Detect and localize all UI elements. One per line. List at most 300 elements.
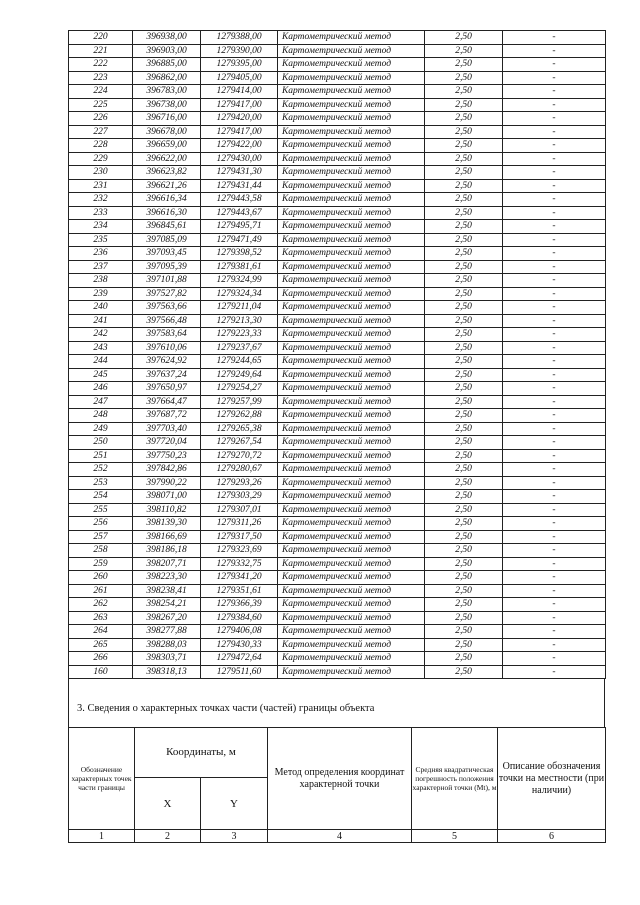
accuracy-cell: 2,50 — [425, 409, 503, 423]
point-number-cell: 238 — [69, 274, 133, 288]
point-number-cell: 243 — [69, 341, 133, 355]
coord-x-cell: 396845,61 — [133, 220, 201, 234]
point-number-cell: 230 — [69, 166, 133, 180]
coord-x-cell: 397101,88 — [133, 274, 201, 288]
description-cell: - — [503, 544, 606, 558]
method-cell: Картометрический метод — [278, 341, 425, 355]
description-cell: - — [503, 193, 606, 207]
description-cell: - — [503, 665, 606, 679]
description-cell: - — [503, 598, 606, 612]
method-cell: Картометрический метод — [278, 544, 425, 558]
table-row — [69, 125, 606, 139]
accuracy-cell: 2,50 — [425, 382, 503, 396]
table-row — [69, 274, 606, 288]
point-number-cell: 223 — [69, 71, 133, 85]
table-row — [69, 625, 606, 639]
method-cell: Картометрический метод — [278, 44, 425, 58]
column-header-x: X — [135, 778, 201, 830]
method-cell: Картометрический метод — [278, 665, 425, 679]
coord-y-cell: 1279384,60 — [201, 611, 278, 625]
description-cell: - — [503, 409, 606, 423]
point-number-cell: 257 — [69, 530, 133, 544]
coord-y-cell: 1279270,72 — [201, 449, 278, 463]
table-row — [69, 179, 606, 193]
table-row — [69, 206, 606, 220]
coord-x-cell: 397664,47 — [133, 395, 201, 409]
description-cell: - — [503, 584, 606, 598]
table-row — [69, 247, 606, 261]
point-number-cell: 251 — [69, 449, 133, 463]
description-cell: - — [503, 260, 606, 274]
accuracy-cell: 2,50 — [425, 355, 503, 369]
description-cell: - — [503, 625, 606, 639]
table-row — [69, 557, 606, 571]
description-cell: - — [503, 503, 606, 517]
table-row — [69, 638, 606, 652]
coord-x-cell: 398254,21 — [133, 598, 201, 612]
coord-x-cell: 398166,69 — [133, 530, 201, 544]
description-cell: - — [503, 382, 606, 396]
coord-y-cell: 1279430,00 — [201, 152, 278, 166]
coord-y-cell: 1279311,26 — [201, 517, 278, 531]
table-row — [69, 58, 606, 72]
description-cell: - — [503, 139, 606, 153]
coord-y-cell: 1279332,75 — [201, 557, 278, 571]
method-cell: Картометрический метод — [278, 422, 425, 436]
point-number-cell: 221 — [69, 44, 133, 58]
method-cell: Картометрический метод — [278, 530, 425, 544]
coord-y-cell: 1279417,00 — [201, 98, 278, 112]
coord-x-cell: 396885,00 — [133, 58, 201, 72]
table-row — [69, 220, 606, 234]
accuracy-cell: 2,50 — [425, 517, 503, 531]
coord-x-cell: 396783,00 — [133, 85, 201, 99]
coord-x-cell: 398303,71 — [133, 652, 201, 666]
table-row — [69, 395, 606, 409]
method-cell: Картометрический метод — [278, 301, 425, 315]
table-row — [69, 382, 606, 396]
coord-y-cell: 1279211,04 — [201, 301, 278, 315]
accuracy-cell: 2,50 — [425, 395, 503, 409]
table-row — [69, 490, 606, 504]
point-number-cell: 224 — [69, 85, 133, 99]
accuracy-cell: 2,50 — [425, 530, 503, 544]
point-number-cell: 252 — [69, 463, 133, 477]
coord-x-cell: 398110,82 — [133, 503, 201, 517]
point-number-cell: 265 — [69, 638, 133, 652]
coord-x-cell: 397624,92 — [133, 355, 201, 369]
coord-y-cell: 1279443,58 — [201, 193, 278, 207]
description-cell: - — [503, 98, 606, 112]
method-cell: Картометрический метод — [278, 557, 425, 571]
coord-y-cell: 1279366,39 — [201, 598, 278, 612]
coord-y-cell: 1279495,71 — [201, 220, 278, 234]
method-cell: Картометрический метод — [278, 85, 425, 99]
description-cell: - — [503, 449, 606, 463]
point-number-cell: 228 — [69, 139, 133, 153]
column-header-accuracy: Средняя квадратическая погрешность положения характерной точки (Mt), м — [412, 728, 498, 830]
point-number-cell: 246 — [69, 382, 133, 396]
table-row — [69, 260, 606, 274]
point-number-cell: 259 — [69, 557, 133, 571]
description-cell: - — [503, 287, 606, 301]
method-cell: Картометрический метод — [278, 571, 425, 585]
coord-y-cell: 1279237,67 — [201, 341, 278, 355]
method-cell: Картометрический метод — [278, 395, 425, 409]
point-number-cell: 266 — [69, 652, 133, 666]
description-cell: - — [503, 463, 606, 477]
coord-x-cell: 397085,09 — [133, 233, 201, 247]
description-cell: - — [503, 71, 606, 85]
accuracy-cell: 2,50 — [425, 247, 503, 261]
method-cell: Картометрический метод — [278, 193, 425, 207]
accuracy-cell: 2,50 — [425, 422, 503, 436]
coord-y-cell: 1279303,29 — [201, 490, 278, 504]
table-row — [69, 598, 606, 612]
method-cell: Картометрический метод — [278, 584, 425, 598]
coord-x-cell: 397095,39 — [133, 260, 201, 274]
coord-x-cell: 397720,04 — [133, 436, 201, 450]
point-number-cell: 225 — [69, 98, 133, 112]
accuracy-cell: 2,50 — [425, 557, 503, 571]
coord-y-cell: 1279398,52 — [201, 247, 278, 261]
column-header-description: Описание обозначения точки на местности (при наличии) — [498, 728, 606, 830]
table-row — [69, 652, 606, 666]
accuracy-cell: 2,50 — [425, 85, 503, 99]
method-cell: Картометрический метод — [278, 58, 425, 72]
coord-x-cell: 396678,00 — [133, 125, 201, 139]
coord-x-cell: 397687,72 — [133, 409, 201, 423]
table-row — [69, 517, 606, 531]
method-cell: Картометрический метод — [278, 638, 425, 652]
coord-y-cell: 1279405,00 — [201, 71, 278, 85]
coord-y-cell: 1279511,60 — [201, 665, 278, 679]
point-number-cell: 233 — [69, 206, 133, 220]
section-3-header — [68, 679, 605, 727]
accuracy-cell: 2,50 — [425, 98, 503, 112]
table-row — [69, 152, 606, 166]
table-row — [69, 436, 606, 450]
description-cell: - — [503, 58, 606, 72]
coord-x-cell: 398318,13 — [133, 665, 201, 679]
table-row — [69, 503, 606, 517]
coord-x-cell: 397750,23 — [133, 449, 201, 463]
column-index-1: 1 — [69, 830, 135, 843]
accuracy-cell: 2,50 — [425, 314, 503, 328]
description-cell: - — [503, 31, 606, 45]
coord-x-cell: 397093,45 — [133, 247, 201, 261]
coord-x-cell: 397842,86 — [133, 463, 201, 477]
point-number-cell: 262 — [69, 598, 133, 612]
coord-y-cell: 1279267,54 — [201, 436, 278, 450]
accuracy-cell: 2,50 — [425, 220, 503, 234]
point-number-cell: 258 — [69, 544, 133, 558]
coord-y-cell: 1279280,67 — [201, 463, 278, 477]
column-header-y: Y — [201, 778, 268, 830]
coord-y-cell: 1279341,20 — [201, 571, 278, 585]
coord-y-cell: 1279262,88 — [201, 409, 278, 423]
table-row — [69, 571, 606, 585]
table-row — [69, 476, 606, 490]
method-cell: Картометрический метод — [278, 611, 425, 625]
coord-y-cell: 1279317,50 — [201, 530, 278, 544]
table-row — [69, 85, 606, 99]
accuracy-cell: 2,50 — [425, 139, 503, 153]
coord-x-cell: 397610,06 — [133, 341, 201, 355]
description-cell: - — [503, 179, 606, 193]
table-row — [69, 328, 606, 342]
table-row — [69, 287, 606, 301]
coord-y-cell: 1279406,08 — [201, 625, 278, 639]
accuracy-cell: 2,50 — [425, 544, 503, 558]
accuracy-cell: 2,50 — [425, 625, 503, 639]
coord-x-cell: 396862,00 — [133, 71, 201, 85]
column-header-method: Метод определения координат характерной точки — [268, 728, 412, 830]
coord-x-cell: 396716,00 — [133, 112, 201, 126]
accuracy-cell: 2,50 — [425, 490, 503, 504]
coord-x-cell: 396938,00 — [133, 31, 201, 45]
table-row — [69, 341, 606, 355]
point-number-cell: 264 — [69, 625, 133, 639]
coord-y-cell: 1279324,34 — [201, 287, 278, 301]
coord-x-cell: 397650,97 — [133, 382, 201, 396]
coord-x-cell: 396616,30 — [133, 206, 201, 220]
description-cell: - — [503, 233, 606, 247]
description-cell: - — [503, 571, 606, 585]
point-number-cell: 245 — [69, 368, 133, 382]
coord-y-cell: 1279395,00 — [201, 58, 278, 72]
accuracy-cell: 2,50 — [425, 611, 503, 625]
accuracy-cell: 2,50 — [425, 179, 503, 193]
accuracy-cell: 2,50 — [425, 652, 503, 666]
table-row — [69, 233, 606, 247]
method-cell: Картометрический метод — [278, 409, 425, 423]
description-cell: - — [503, 112, 606, 126]
table-row — [69, 611, 606, 625]
point-number-cell: 263 — [69, 611, 133, 625]
accuracy-cell: 2,50 — [425, 449, 503, 463]
accuracy-cell: 2,50 — [425, 301, 503, 315]
accuracy-cell: 2,50 — [425, 341, 503, 355]
accuracy-cell: 2,50 — [425, 71, 503, 85]
description-cell: - — [503, 517, 606, 531]
point-number-cell: 229 — [69, 152, 133, 166]
coord-y-cell: 1279213,30 — [201, 314, 278, 328]
method-cell: Картометрический метод — [278, 139, 425, 153]
accuracy-cell: 2,50 — [425, 638, 503, 652]
column-index-6: 6 — [498, 830, 606, 843]
description-cell: - — [503, 301, 606, 315]
accuracy-cell: 2,50 — [425, 112, 503, 126]
point-number-cell: 222 — [69, 58, 133, 72]
coord-y-cell: 1279257,99 — [201, 395, 278, 409]
column-header-designation: Обозначение характерных точек части границы — [69, 728, 135, 830]
coord-x-cell: 398139,30 — [133, 517, 201, 531]
point-number-cell: 220 — [69, 31, 133, 45]
coord-x-cell: 398071,00 — [133, 490, 201, 504]
point-number-cell: 227 — [69, 125, 133, 139]
table-row — [69, 584, 606, 598]
coord-y-cell: 1279323,69 — [201, 544, 278, 558]
column-header-coordinates: Координаты, м — [135, 728, 268, 778]
coord-x-cell: 396738,00 — [133, 98, 201, 112]
method-cell: Картометрический метод — [278, 598, 425, 612]
coordinates-table-body — [69, 31, 606, 679]
point-number-cell: 236 — [69, 247, 133, 261]
description-cell: - — [503, 220, 606, 234]
accuracy-cell: 2,50 — [425, 463, 503, 477]
coord-x-cell: 398288,03 — [133, 638, 201, 652]
coord-x-cell: 397583,64 — [133, 328, 201, 342]
coord-y-cell: 1279472,64 — [201, 652, 278, 666]
accuracy-cell: 2,50 — [425, 206, 503, 220]
coord-x-cell: 397563,66 — [133, 301, 201, 315]
description-cell: - — [503, 368, 606, 382]
coord-y-cell: 1279249,64 — [201, 368, 278, 382]
description-cell: - — [503, 355, 606, 369]
description-cell: - — [503, 166, 606, 180]
method-cell: Картометрический метод — [278, 31, 425, 45]
method-cell: Картометрический метод — [278, 314, 425, 328]
table-row — [69, 98, 606, 112]
method-cell: Картометрический метод — [278, 287, 425, 301]
description-cell: - — [503, 422, 606, 436]
accuracy-cell: 2,50 — [425, 287, 503, 301]
column-index-5: 5 — [412, 830, 498, 843]
table-row — [69, 463, 606, 477]
accuracy-cell: 2,50 — [425, 368, 503, 382]
method-cell: Картометрический метод — [278, 152, 425, 166]
coord-y-cell: 1279351,61 — [201, 584, 278, 598]
coord-x-cell: 398238,41 — [133, 584, 201, 598]
description-cell: - — [503, 436, 606, 450]
point-number-cell: 160 — [69, 665, 133, 679]
point-number-cell: 260 — [69, 571, 133, 585]
point-number-cell: 261 — [69, 584, 133, 598]
description-cell: - — [503, 557, 606, 571]
coord-y-cell: 1279324,99 — [201, 274, 278, 288]
method-cell: Картометрический метод — [278, 476, 425, 490]
accuracy-cell: 2,50 — [425, 152, 503, 166]
description-cell: - — [503, 611, 606, 625]
table-row — [69, 355, 606, 369]
coord-x-cell: 398277,88 — [133, 625, 201, 639]
coord-y-cell: 1279417,00 — [201, 125, 278, 139]
point-number-cell: 253 — [69, 476, 133, 490]
table-row — [69, 71, 606, 85]
table-row — [69, 368, 606, 382]
description-cell: - — [503, 44, 606, 58]
point-number-cell: 226 — [69, 112, 133, 126]
method-cell: Картометрический метод — [278, 490, 425, 504]
accuracy-cell: 2,50 — [425, 274, 503, 288]
point-number-cell: 235 — [69, 233, 133, 247]
coord-x-cell: 398186,18 — [133, 544, 201, 558]
method-cell: Картометрический метод — [278, 71, 425, 85]
point-number-cell: 248 — [69, 409, 133, 423]
description-cell: - — [503, 490, 606, 504]
column-index-4: 4 — [268, 830, 412, 843]
accuracy-cell: 2,50 — [425, 571, 503, 585]
coord-y-cell: 1279431,44 — [201, 179, 278, 193]
method-cell: Картометрический метод — [278, 220, 425, 234]
coord-x-cell: 397990,22 — [133, 476, 201, 490]
coord-y-cell: 1279390,00 — [201, 44, 278, 58]
description-cell: - — [503, 638, 606, 652]
method-cell: Картометрический метод — [278, 503, 425, 517]
point-number-cell: 237 — [69, 260, 133, 274]
point-number-cell: 244 — [69, 355, 133, 369]
method-cell: Картометрический метод — [278, 463, 425, 477]
description-cell: - — [503, 85, 606, 99]
point-number-cell: 234 — [69, 220, 133, 234]
method-cell: Картометрический метод — [278, 233, 425, 247]
method-cell: Картометрический метод — [278, 436, 425, 450]
method-cell: Картометрический метод — [278, 112, 425, 126]
description-cell: - — [503, 274, 606, 288]
table-row — [69, 530, 606, 544]
table-row — [69, 314, 606, 328]
accuracy-cell: 2,50 — [425, 584, 503, 598]
table-row — [69, 112, 606, 126]
point-number-cell: 250 — [69, 436, 133, 450]
method-cell: Картометрический метод — [278, 517, 425, 531]
table-row — [69, 301, 606, 315]
coord-x-cell: 398223,30 — [133, 571, 201, 585]
method-cell: Картометрический метод — [278, 247, 425, 261]
method-cell: Картометрический метод — [278, 166, 425, 180]
accuracy-cell: 2,50 — [425, 193, 503, 207]
description-cell: - — [503, 206, 606, 220]
method-cell: Картометрический метод — [278, 98, 425, 112]
table-row — [69, 166, 606, 180]
section-3-table — [68, 727, 606, 843]
coord-x-cell: 397527,82 — [133, 287, 201, 301]
accuracy-cell: 2,50 — [425, 233, 503, 247]
coord-y-cell: 1279431,30 — [201, 166, 278, 180]
method-cell: Картометрический метод — [278, 368, 425, 382]
method-cell: Картометрический метод — [278, 382, 425, 396]
description-cell: - — [503, 530, 606, 544]
point-number-cell: 231 — [69, 179, 133, 193]
table-row — [69, 665, 606, 679]
coord-x-cell: 397566,48 — [133, 314, 201, 328]
method-cell: Картометрический метод — [278, 206, 425, 220]
accuracy-cell: 2,50 — [425, 598, 503, 612]
coord-y-cell: 1279471,49 — [201, 233, 278, 247]
description-cell: - — [503, 125, 606, 139]
table-row — [69, 409, 606, 423]
coord-x-cell: 396903,00 — [133, 44, 201, 58]
description-cell: - — [503, 395, 606, 409]
point-number-cell: 256 — [69, 517, 133, 531]
column-index-2: 2 — [135, 830, 201, 843]
table-row — [69, 193, 606, 207]
accuracy-cell: 2,50 — [425, 166, 503, 180]
accuracy-cell: 2,50 — [425, 665, 503, 679]
point-number-cell: 241 — [69, 314, 133, 328]
method-cell: Картометрический метод — [278, 355, 425, 369]
description-cell: - — [503, 652, 606, 666]
point-number-cell: 247 — [69, 395, 133, 409]
coordinates-table — [68, 30, 606, 679]
coord-y-cell: 1279293,26 — [201, 476, 278, 490]
table-row — [69, 139, 606, 153]
method-cell: Картометрический метод — [278, 125, 425, 139]
method-cell: Картометрический метод — [278, 652, 425, 666]
coord-x-cell: 396616,34 — [133, 193, 201, 207]
accuracy-cell: 2,50 — [425, 125, 503, 139]
